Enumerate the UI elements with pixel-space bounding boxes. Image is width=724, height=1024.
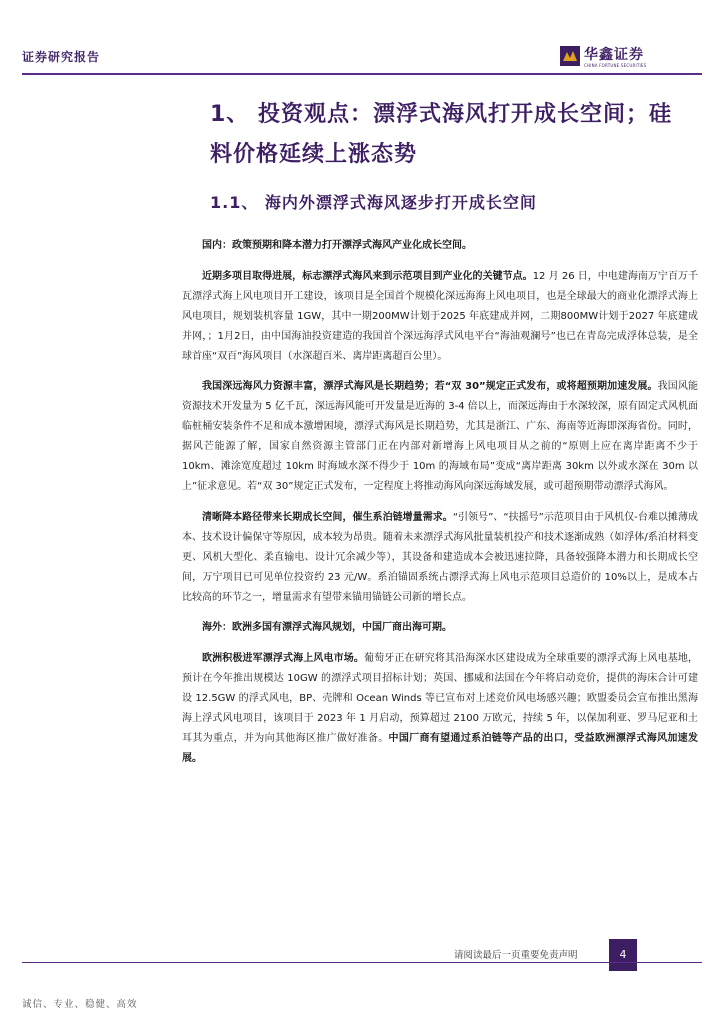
company-logo bbox=[560, 44, 700, 74]
paragraph-text: “引领号”、“扶摇号”示范项目由于风机仅-台难以摊薄成本、技术设计偏保守等原因，成本较为昂贵。随着未来漂浮式海风批量装机投产和技术逐渐成熟（如浮体/系泊材料变更、风机大型化、柔直输电、设计冗余减少等），其设备和建造成本会被迅速拉降，具备较强降本潜力和长期成长空间，万宁项目已可见单位投资约 23 元/W。系泊锚固系统占漂浮式海上风电示范项目总造价的 10%以上，是成本占比较高的环节之一，增量需求有望带来锚用锚链公司新的增长点。 bbox=[182, 511, 698, 603]
paragraph-text: 我国风能资源技术开发量为 5 亿千瓦，深远海风能可开发量是近海的 3-4 倍以上，而深远海由于水深较深，原有固定式风机面临桩桶安装条件不足和成本激增困境，漂浮式海风是长期趋势，尤其是浙江、广东、海南等近海即深海省份。同时，据风芒能源了解，国家自然资源主管部门正在内部对新增海上风电项目从之前的“原则上应在离岸距离不少于 10km、滩涂宽度超过 10km 时海域水深不得少于 10m 的海域布局”变成“离岸距离 30km 以外或水深在 30m 以上”征求意见。若“双 30”规定正式发布，一定程度上将推动海风向深远海域发展，或可超预期带动漂浮式海风。 bbox=[182, 381, 698, 492]
logo-text: 华鑫证券 bbox=[584, 47, 644, 63]
paragraph-resources bbox=[182, 377, 698, 496]
paragraph-lead: 近期多项目取得进展，标志漂浮式海风来到示范项目到产业化的关键节点。 bbox=[202, 270, 533, 282]
header-divider bbox=[22, 73, 702, 75]
paragraph-project-progress bbox=[182, 267, 698, 367]
company-motto: 诚信、专业、稳健、高效 bbox=[22, 999, 138, 1010]
subsection-heading: 1.1、 海内外漂浮式海风逐步打开成长空间 bbox=[210, 193, 537, 212]
disclaimer-note: 请阅读最后一页重要免责声明 bbox=[454, 950, 578, 961]
report-body bbox=[182, 236, 698, 780]
paragraph-cost-path bbox=[182, 508, 698, 608]
paragraph-lead: 国内：政策预期和降本潜力打开漂浮式海风产业化成长空间。 bbox=[202, 240, 472, 251]
logo-subtext: CHINA FORTUNE SECURITIES bbox=[584, 63, 647, 68]
report-type-label: 证券研究报告 bbox=[22, 50, 101, 64]
paragraph-domestic-summary bbox=[182, 236, 698, 256]
paragraph-text: 12 月 26 日，中电建海南万宁百万千瓦漂浮式海上风电项目开工建设，该项目是全国首个规模化深远海海上风电项目，也是全球最大的商业化漂浮式海上风电项目，规划装机容量 1GW，其中一期200MW计划于2025 年底建成并网，二期800MW计划于2027 年底建成并网，；1月2日，由中国海油投资建造的我国首个深远海浮式风电平台“海油观澜号”也已在青岛完成浮体总装，是全球首座“双百”海风项目（水深超百米、离岸距离超百公里）。 bbox=[182, 270, 698, 362]
paragraph-lead: 欧洲积极进军漂浮式海上风电市场。 bbox=[202, 653, 364, 665]
paragraph-overseas-summary bbox=[182, 618, 698, 638]
page-number: 4 bbox=[609, 939, 637, 971]
paragraph-europe bbox=[182, 649, 698, 768]
section-heading: 1、 投资观点：漂浮式海风打开成长空间；硅料价格延续上涨态势 bbox=[210, 102, 672, 167]
paragraph-lead: 海外：欧洲多国有漂浮式海风规划，中国厂商出海可期。 bbox=[202, 622, 452, 634]
paragraph-lead: 我国深远海风力资源丰富，漂浮式海风是长期趋势；若“双 30”规定正式发布，或将超预期加速发展。 bbox=[202, 381, 658, 393]
logo-mark-icon bbox=[560, 46, 580, 66]
paragraph-lead: 清晰降本路径带来长期成长空间，催生系泊链增量需求。 bbox=[202, 511, 453, 523]
paragraph-text: 葡萄牙正在研究将其沿海深水区建设成为全球重要的漂浮式海上风电基地，预计在今年推出规模达 10GW 的漂浮式项目招标计划；英国、挪威和法国在今年将启动竞价，提供的海床合计可建设 12.5GW 的浮式风电，BP、壳牌和 Ocean Winds 等已宣布对上述竞价风电场感兴趣；欧盟委员会宣布推出黑海海上浮式风电项目，该项目于 2023 年 1 月启动，预算超过 2100 万欧元，持续 5 年，以保加利亚、罗马尼亚和土耳其为重点，并为向其他海区推广做好准备。 bbox=[182, 653, 698, 744]
paragraph-conclusion: 中国厂商有望通过系泊链等产品的出口，受益欧洲漂浮式海风加速发展。 bbox=[182, 732, 699, 764]
footer-divider bbox=[22, 962, 702, 963]
